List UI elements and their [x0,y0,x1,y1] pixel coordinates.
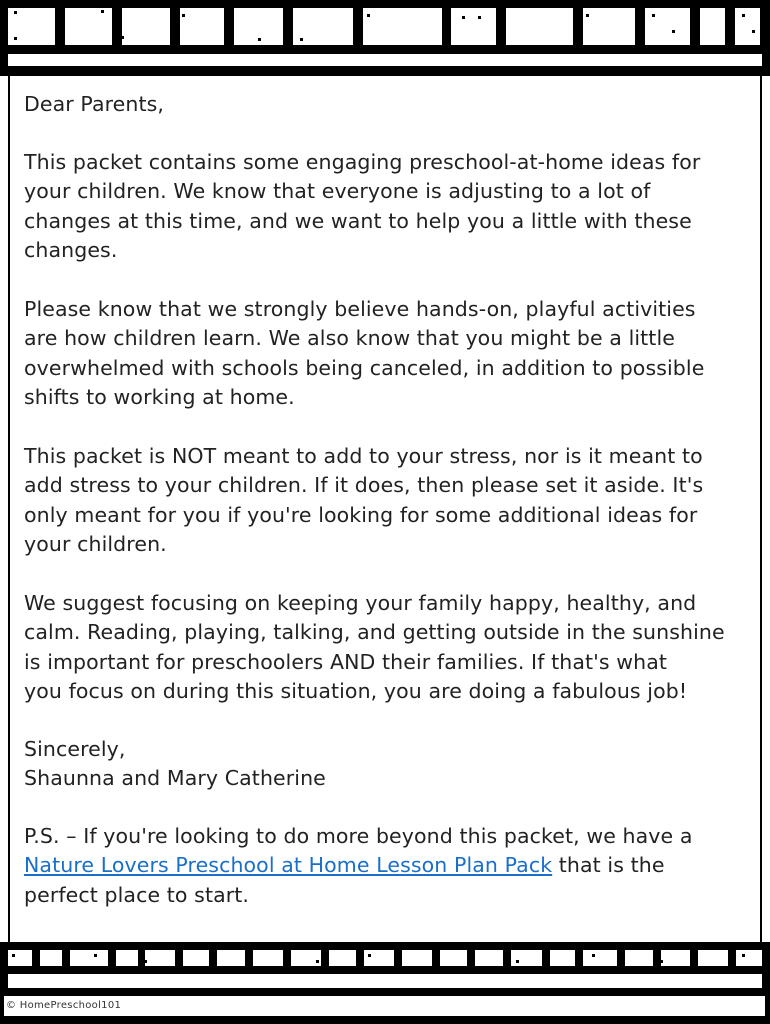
film-strip-cell [116,950,138,966]
text-line: changes. [24,237,118,262]
text-line: your children. We know that everyone is adjusting to a lot of [24,179,651,204]
film-strip-dot [660,960,663,963]
paragraph-intro [24,148,700,265]
text-line: your children. [24,531,167,556]
film-strip-dot [121,36,124,39]
paragraph-not-stress [24,442,703,559]
text-line: shifts to working at home. [24,384,295,409]
letter-panel [8,76,762,942]
film-strip-dot [182,14,185,17]
film-strip-dot [316,960,319,963]
film-strip-dot [462,16,465,19]
film-strip-dot [144,960,147,963]
film-strip-dot [300,38,303,41]
film-strip-cell [506,8,573,45]
film-strip-cell [8,950,32,966]
film-strip-rule [8,54,762,66]
text-line: We suggest focusing on keeping your family happy, healthy, and [24,591,697,615]
paragraph-suggestions [24,589,725,706]
film-strip-cell [65,8,112,45]
text-line: only meant for you if you're looking for some additional ideas for [24,502,698,527]
text-line: calm. Reading, playing, talking, and getting outside in the sunshine [24,620,725,645]
film-strip-cell [583,8,635,45]
film-strip-cell [736,950,762,966]
film-strip-dot [368,954,371,957]
text-line: is important for preschoolers AND their families. If that's what [24,649,668,674]
film-strip-dot [101,10,104,13]
film-strip-cell [364,950,394,966]
film-strip-dot [258,38,261,41]
film-strip-cell [122,8,170,45]
film-strip-cell [511,950,542,966]
bottom-film-strip-border [0,942,770,1001]
film-strip-dot [478,16,481,19]
film-strip-cell [183,950,209,966]
postscript-line: perfect place to start. [24,882,250,907]
postscript-line: that is the [552,853,665,878]
film-strip-cell [550,950,575,966]
film-strip-cell [291,950,321,966]
text-line: This packet contains some engaging preschool-at-home ideas for [24,150,701,174]
text-line: This packet is NOT meant to add to your stress, nor is it meant to [24,444,703,468]
film-strip-cell [451,8,496,45]
film-strip-cell [625,950,653,966]
text-line: are how children learn. We also know that you might be a little [24,326,675,351]
film-strip-rule [8,974,762,988]
film-strip-cell [145,950,175,966]
film-strip-dot [672,30,675,33]
salutation: Dear Parents, [24,92,165,116]
postscript-line: P.S. – If you're looking to do more beyond this packet, we have a [24,824,693,848]
film-strip-cell [70,950,108,966]
film-strip-cell [475,950,503,966]
film-strip-dot [690,42,693,45]
film-strip-dot [652,14,655,17]
film-strip-cell [661,950,690,966]
film-strip-dot [742,14,745,17]
film-strip-cell [363,8,442,45]
text-line: Please know that we strongly believe hands-on, playful activities [24,297,696,321]
film-strip-dot [592,954,595,957]
postscript [24,822,693,910]
film-strip-cell [583,950,617,966]
sign-off: Sincerely, [24,737,126,761]
text-line: overwhelmed with schools being canceled, in addition to possible [24,355,705,380]
film-strip-dot [367,14,370,17]
film-strip-dot [742,954,745,957]
film-strip-cell [735,8,760,45]
film-strip-dot [94,954,97,957]
text-line: you focus on during this situation, you are doing a fabulous job! [24,678,688,703]
signature: Shaunna and Mary Catherine [24,766,326,790]
film-strip-cell [440,950,467,966]
film-strip-cell [329,950,356,966]
film-strip-cell [698,950,728,966]
film-strip-dot [14,11,17,14]
lesson-plan-pack-link[interactable]: Nature Lovers Preschool at Home Lesson Plan Pack [24,853,553,878]
film-strip-cell [253,950,283,966]
film-strip-dot [586,14,589,17]
top-film-strip-border [0,0,770,76]
text-line: changes at this time, and we want to help you a little with these [24,208,692,233]
film-strip-cell [402,950,432,966]
text-line: add stress to your children. If it does, then please set it aside. It's [24,473,704,498]
paragraph-hands-on [24,295,704,412]
film-strip-cell [180,8,224,45]
film-strip-cell [40,950,62,966]
film-strip-cell [217,950,245,966]
film-strip-dot [14,37,17,40]
copyright-text: © HomePreschool101 [6,1000,122,1011]
film-strip-dot [516,960,519,963]
film-strip-dot [12,954,15,957]
film-strip-cell [700,8,725,45]
film-strip-dot [752,30,755,33]
